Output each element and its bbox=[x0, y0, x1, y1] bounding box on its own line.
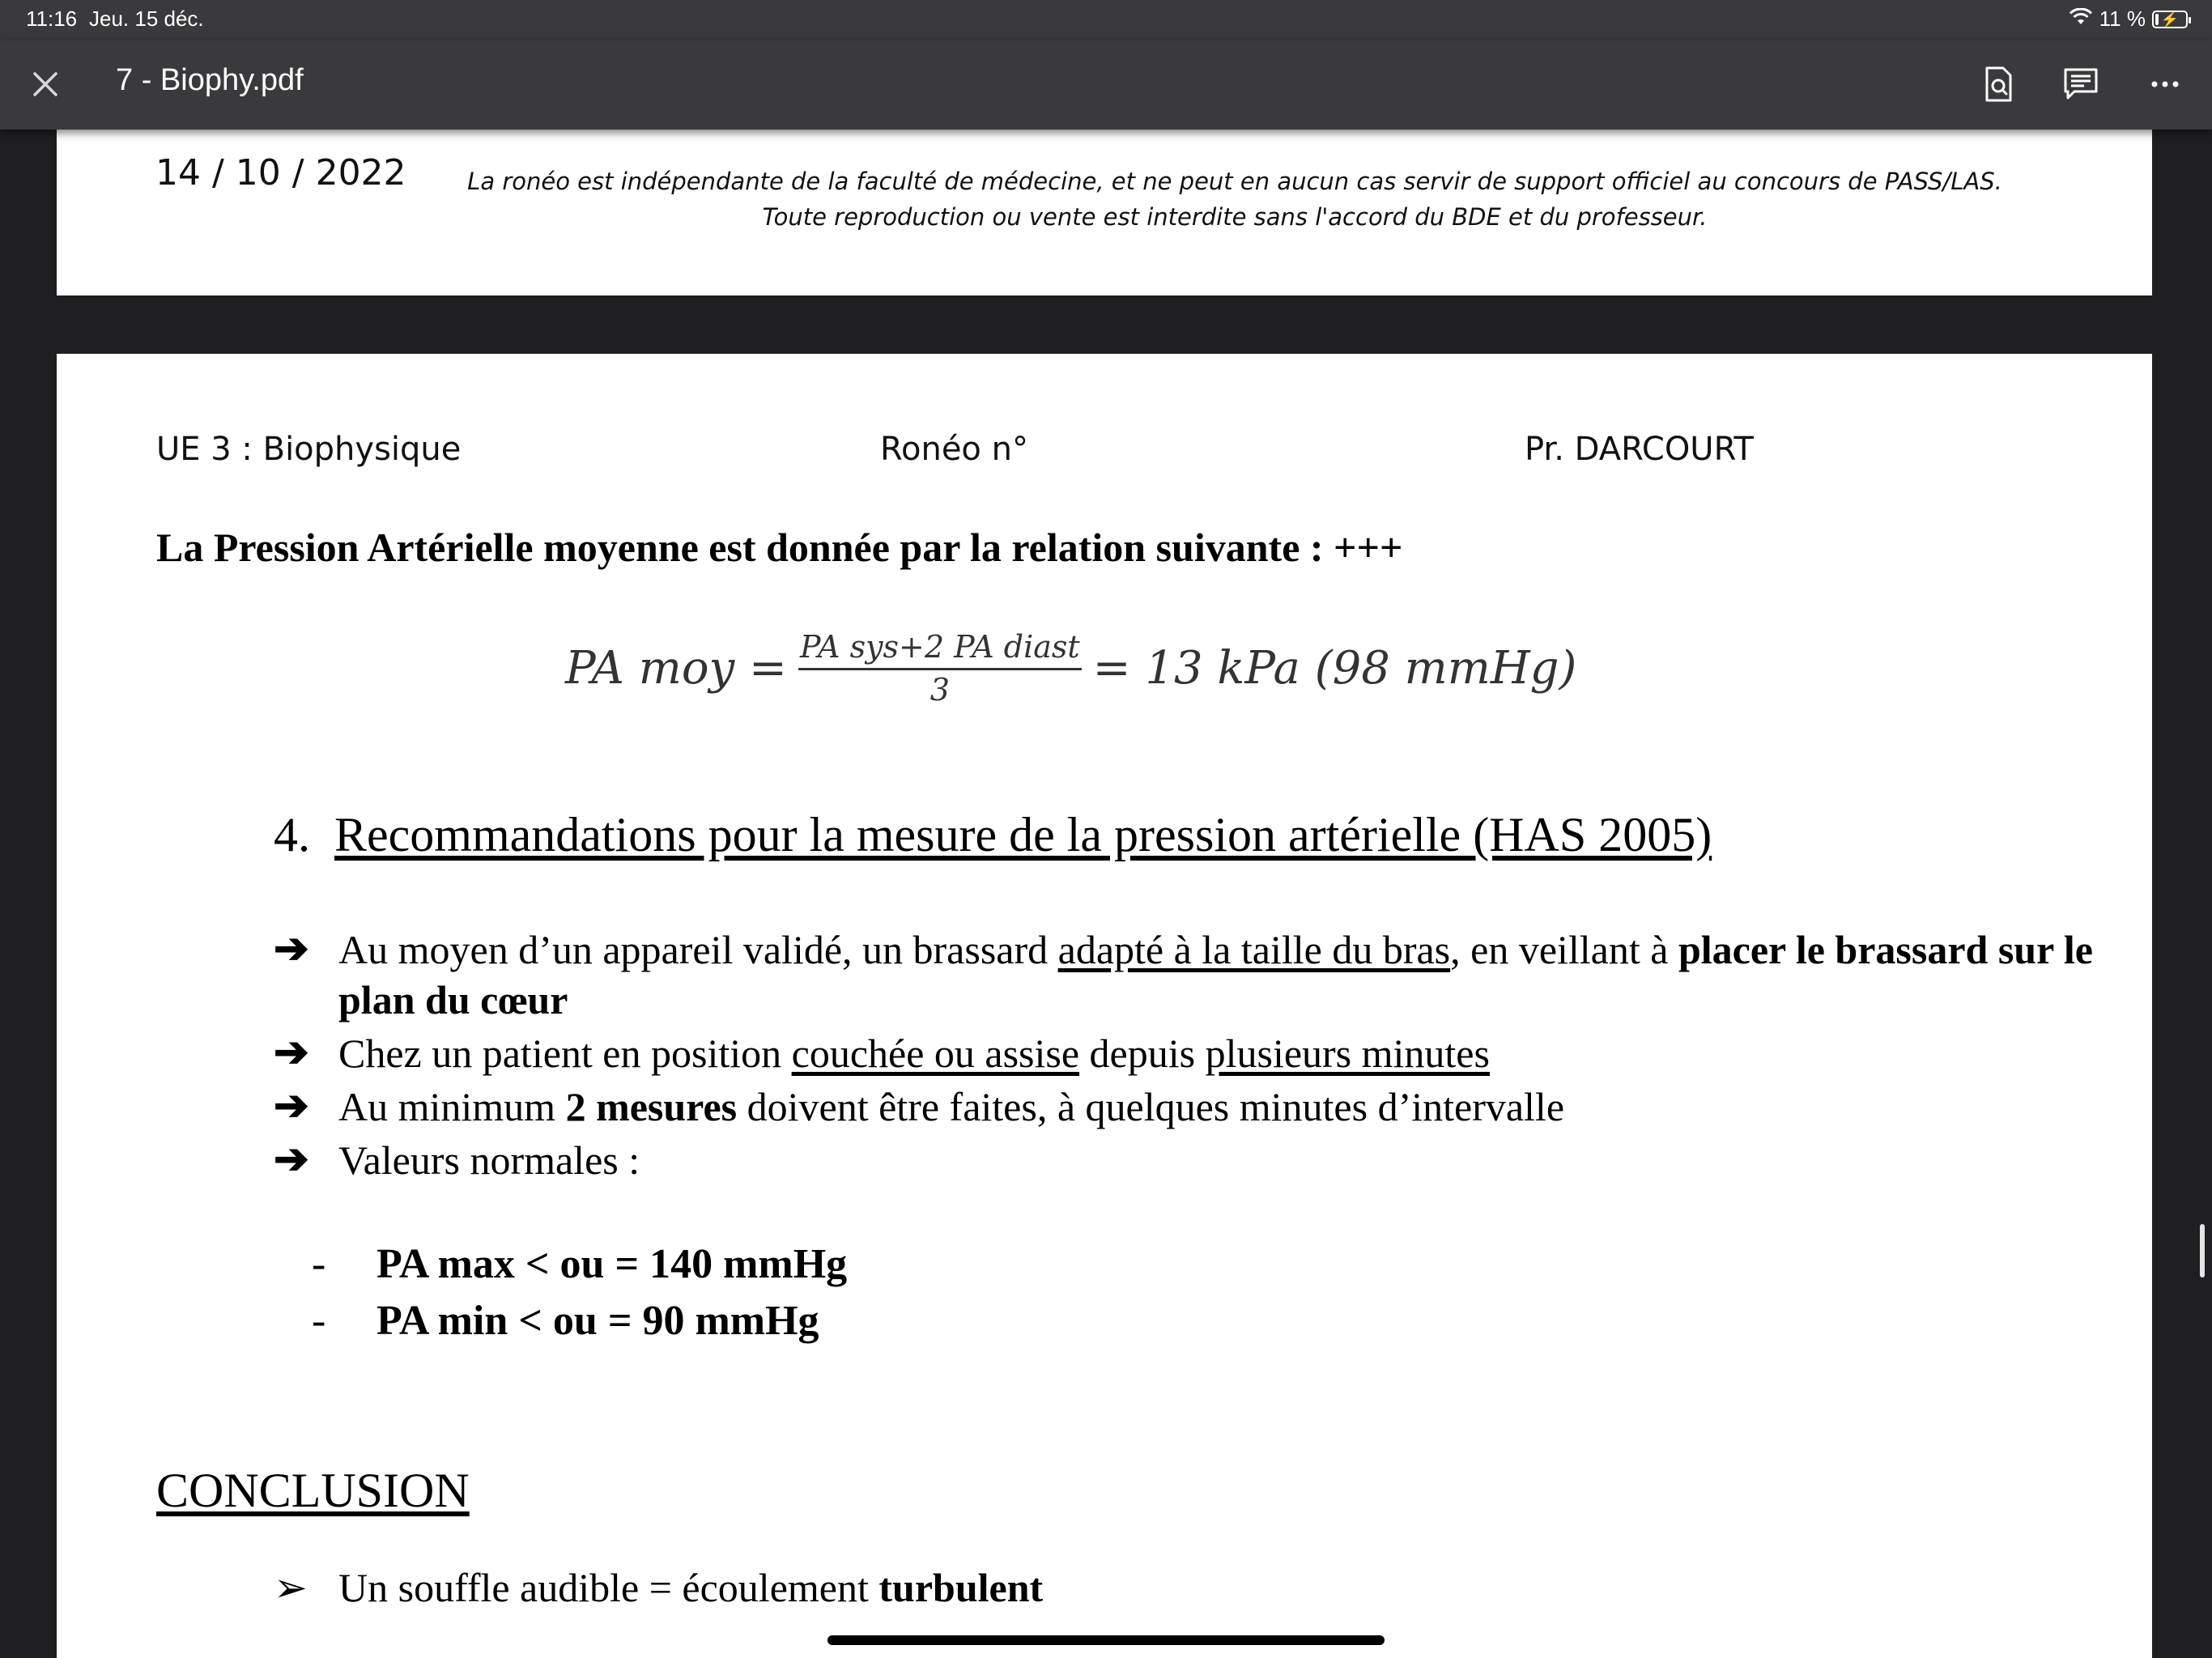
home-indicator[interactable] bbox=[827, 1635, 1385, 1645]
scrollbar[interactable] bbox=[2200, 1224, 2205, 1278]
footer-disclaimer bbox=[405, 164, 2065, 235]
footer-date: 14 / 10 / 2022 bbox=[155, 152, 406, 193]
intro-text: La Pression Artérielle moyenne est donnée par la relation suivante : +++ bbox=[156, 525, 1403, 570]
section-heading bbox=[274, 807, 1712, 863]
close-button[interactable] bbox=[24, 63, 66, 105]
bullet-text: Valeurs normales : bbox=[338, 1137, 640, 1183]
close-icon bbox=[32, 70, 59, 98]
dash-marker: - bbox=[312, 1298, 326, 1344]
section-title: Recommandations pour la mesure de la pression artérielle (HAS 2005) bbox=[334, 808, 1712, 861]
formula-rhs: = 13 kPa (98 mmHg) bbox=[1092, 642, 1577, 695]
footer-disclaimer-line1: La ronéo est indépendante de la faculté de médecine, et ne peut en aucun cas servir de support officiel au concours de PASS/LAS. bbox=[467, 168, 2002, 195]
battery-level bbox=[2155, 14, 2159, 25]
dash-marker: - bbox=[312, 1241, 326, 1287]
bullet-underline: adapté à la taille du bras bbox=[1057, 927, 1451, 972]
recommendation-list bbox=[274, 925, 2095, 1188]
arrow-icon: ➔ bbox=[274, 1083, 309, 1129]
list-item bbox=[312, 1293, 847, 1350]
conclusion-text: Un souffle audible = écoulement bbox=[338, 1565, 879, 1610]
pdf-page-current[interactable] bbox=[57, 354, 2152, 1658]
wifi-icon bbox=[2069, 6, 2093, 32]
bullet-bold: 2 mesures bbox=[565, 1084, 738, 1129]
list-item bbox=[274, 1135, 2095, 1185]
bullet-text: Au moyen d’un appareil validé, un brassard bbox=[338, 927, 1058, 972]
conclusion-heading: CONCLUSION bbox=[156, 1464, 470, 1517]
arrow-icon: ➔ bbox=[274, 926, 309, 972]
charging-icon: ⚡ bbox=[2160, 11, 2180, 28]
list-item bbox=[312, 1236, 847, 1293]
conclusion-bold: turbulent bbox=[878, 1565, 1044, 1610]
battery-percent: 11 % bbox=[2099, 6, 2146, 31]
bullet-underline: plusieurs minutes bbox=[1205, 1031, 1490, 1076]
bullet-underline: couchée ou assise bbox=[791, 1031, 1080, 1076]
pdf-toolbar bbox=[0, 40, 2212, 130]
status-time: 11:16 bbox=[26, 6, 78, 31]
list-item bbox=[274, 925, 2095, 1025]
bullet-bold: placer le brassard sur le plan du cœur bbox=[338, 927, 2093, 1022]
arrow-icon: ➔ bbox=[274, 1137, 309, 1183]
formula-fraction bbox=[798, 629, 1082, 708]
document-title: 7 - Biophy.pdf bbox=[116, 63, 304, 97]
arrowhead-icon: ➢ bbox=[274, 1565, 308, 1610]
bullet-text: doivent être faites, à quelques minutes d’intervalle bbox=[737, 1084, 1565, 1129]
bullet-text: depuis bbox=[1079, 1031, 1206, 1076]
search-document-icon bbox=[1982, 66, 2014, 103]
battery-icon bbox=[2152, 11, 2188, 28]
list-item bbox=[274, 1028, 2095, 1078]
bullet-text: Chez un patient en position bbox=[338, 1031, 792, 1076]
mean-pressure-formula bbox=[565, 629, 1576, 708]
arrow-icon: ➔ bbox=[274, 1030, 309, 1076]
formula-denominator: 3 bbox=[929, 672, 950, 708]
status-bar bbox=[0, 0, 2212, 40]
section-number: 4. bbox=[274, 808, 310, 861]
footer-disclaimer-line2: Toute reproduction ou vente est interdite sans l'accord du BDE et du professeur. bbox=[762, 203, 1708, 231]
status-indicators bbox=[2069, 6, 2188, 32]
more-button[interactable] bbox=[2142, 62, 2188, 107]
annotations-icon bbox=[2063, 67, 2099, 101]
header-professor: Pr. DARCOURT bbox=[1525, 431, 1754, 468]
list-item bbox=[274, 1082, 2095, 1132]
formula-numerator: PA sys+2 PA diast bbox=[798, 629, 1082, 670]
value-text: PA min < ou = 90 mmHg bbox=[376, 1298, 819, 1344]
list-item bbox=[274, 1564, 1043, 1611]
search-document-button[interactable] bbox=[1976, 62, 2021, 107]
status-date: Jeu. 15 déc. bbox=[89, 6, 204, 31]
annotations-button[interactable] bbox=[2058, 62, 2104, 107]
header-course: UE 3 : Biophysique bbox=[156, 431, 462, 468]
value-text: PA max < ou = 140 mmHg bbox=[376, 1241, 848, 1287]
bullet-text: , en veillant à bbox=[1450, 927, 1678, 972]
more-icon bbox=[2150, 80, 2180, 88]
normal-values-list bbox=[312, 1236, 847, 1350]
formula-lhs: PA moy = bbox=[565, 642, 787, 695]
header-roneo: Ronéo n° bbox=[880, 431, 1028, 468]
bullet-text: Au minimum bbox=[338, 1084, 566, 1129]
